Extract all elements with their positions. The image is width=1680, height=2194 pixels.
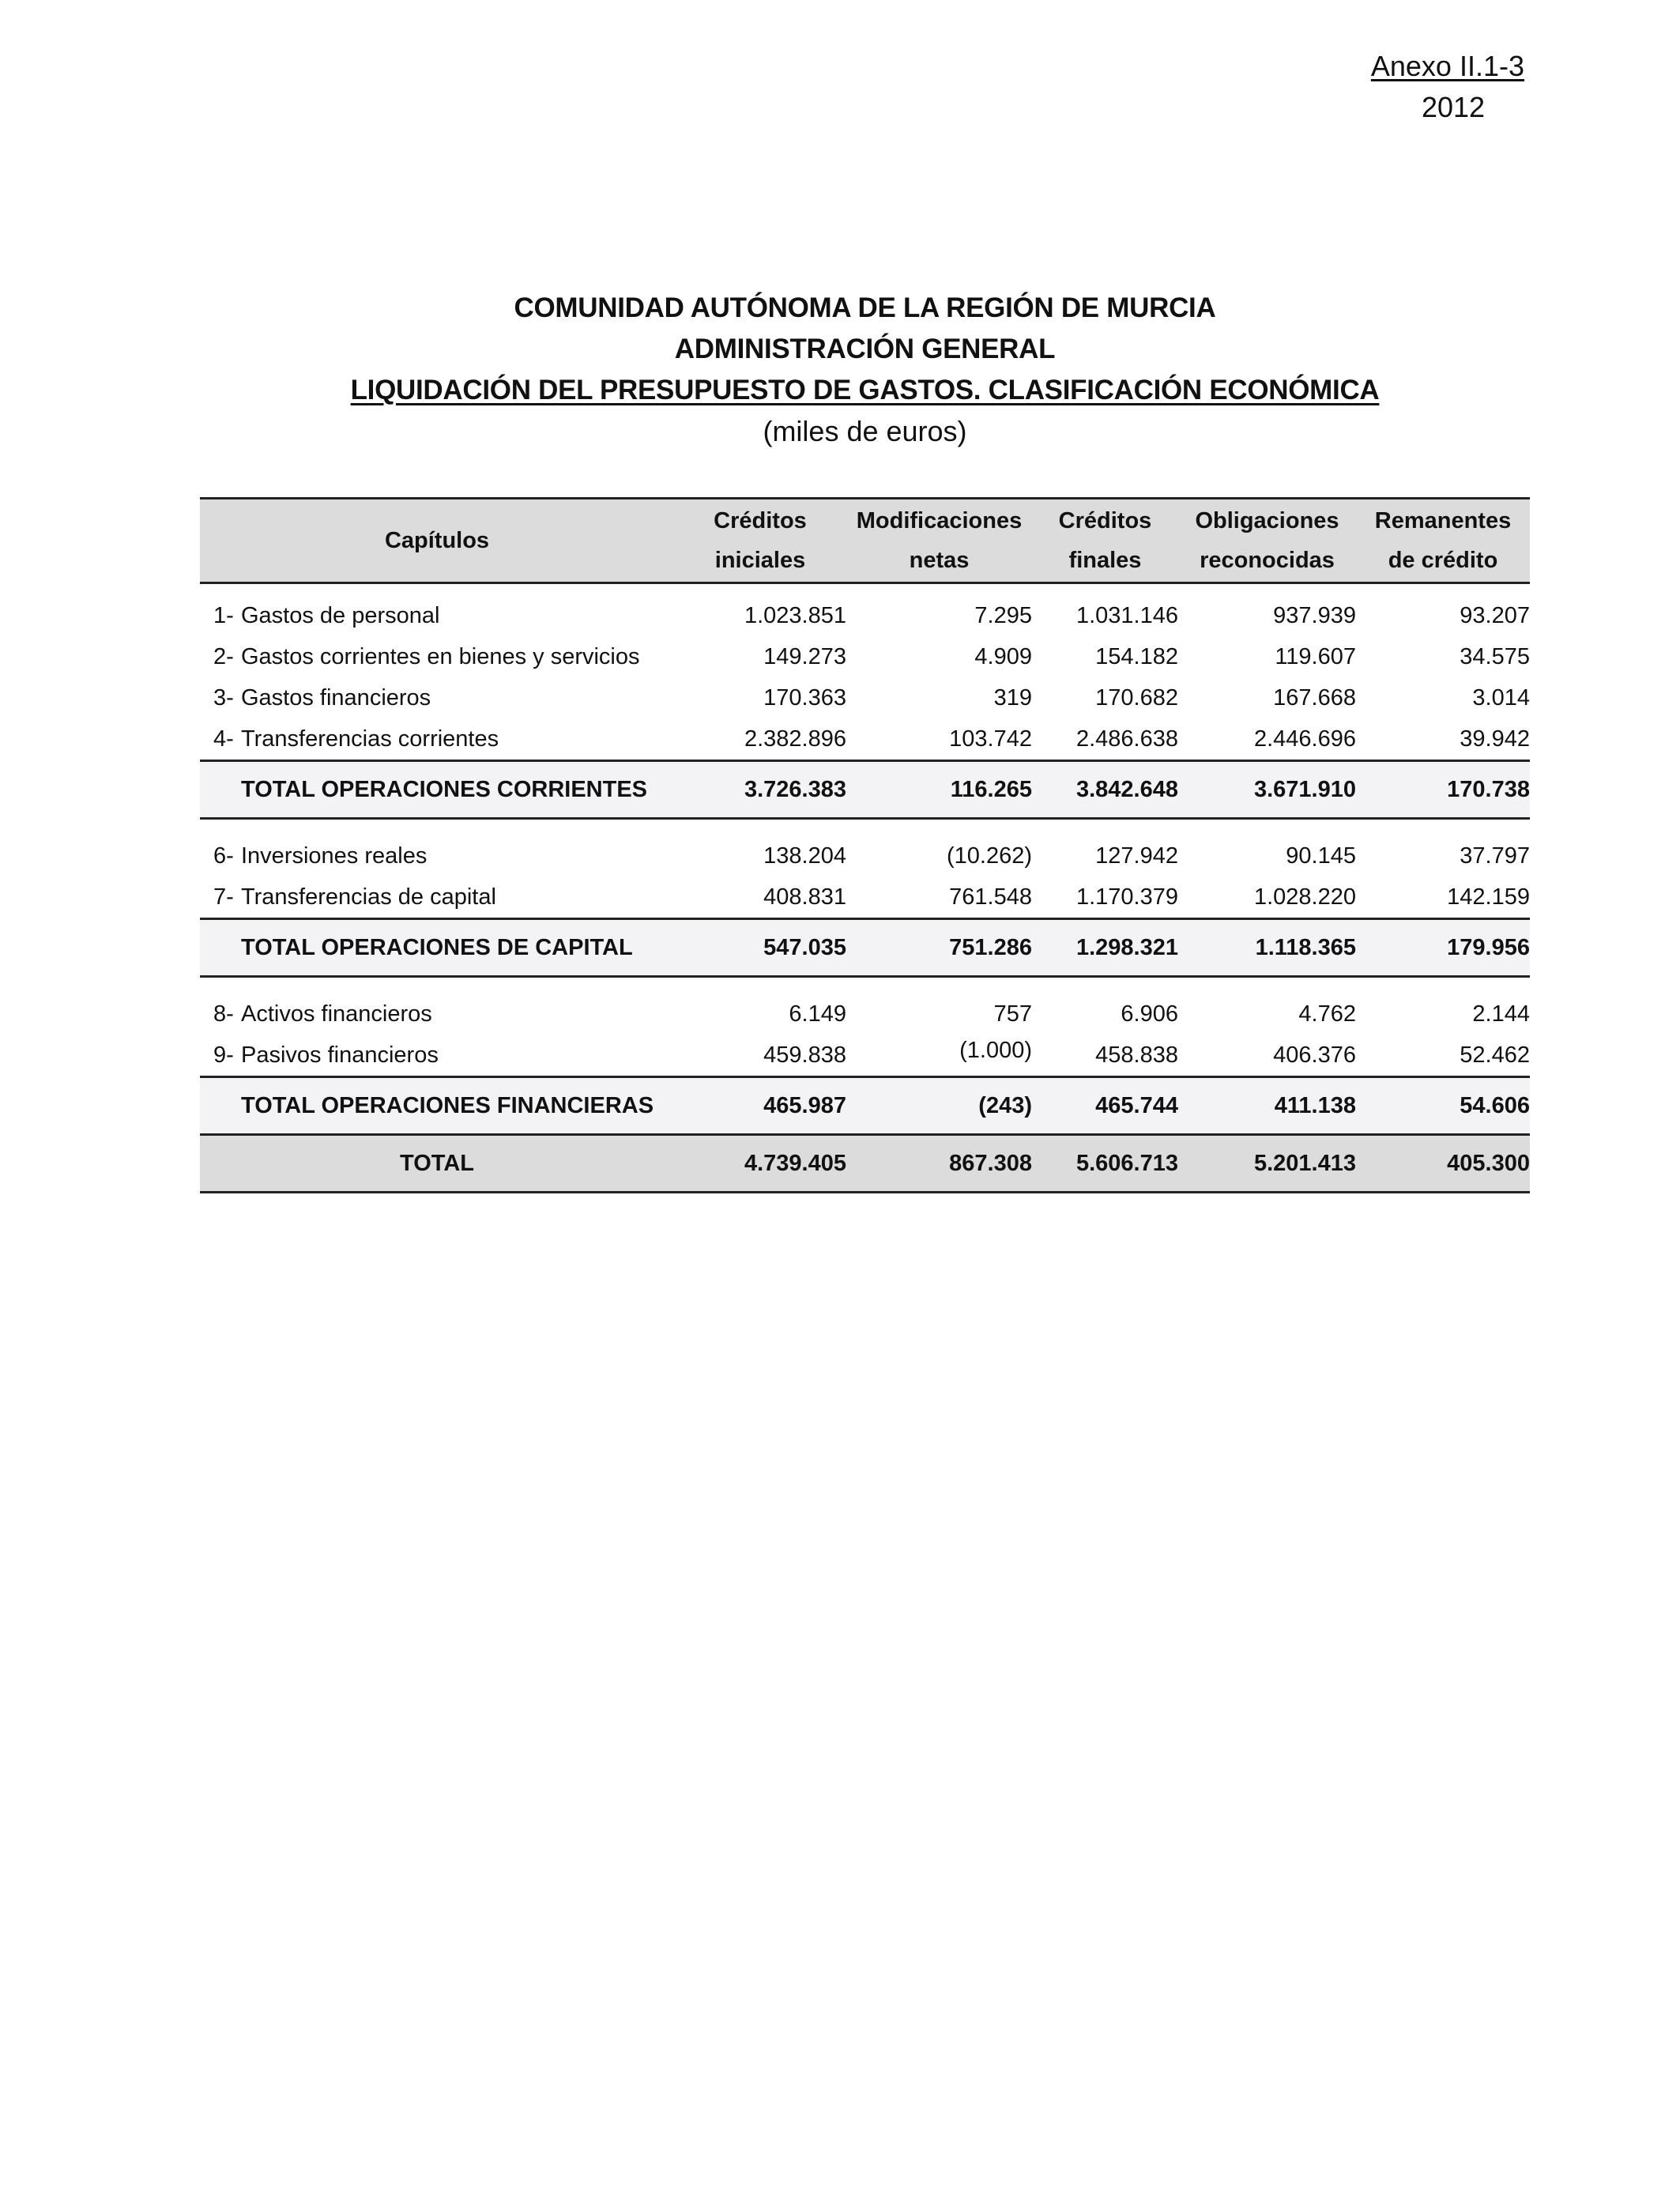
cell-obligaciones: 411.138 <box>1178 1077 1356 1135</box>
subtotal-row-financieras <box>200 1077 1530 1135</box>
subtotal-row-corrientes <box>200 761 1530 819</box>
annex-year: 2012 <box>1421 91 1486 123</box>
cell-remanentes: 170.738 <box>1356 761 1530 819</box>
cell-modificaciones: 319 <box>993 684 1032 711</box>
title-line-3: LIQUIDACIÓN DEL PRESUPUESTO DE GASTOS. CLASIFICACIÓN ECONÓMICA <box>350 375 1380 405</box>
grand-total-row <box>200 1135 1530 1193</box>
table-row <box>200 636 1530 677</box>
header-line: Obligaciones <box>1195 508 1339 533</box>
table-row <box>200 876 1530 919</box>
document-titles <box>200 288 1530 452</box>
header-obligaciones-reconocidas <box>1178 499 1356 583</box>
header-line: Modificaciones <box>856 508 1023 533</box>
grand-total-label: TOTAL <box>200 1135 674 1193</box>
cell-creditos-finales: 6.906 <box>1121 1001 1178 1027</box>
chapter-number: 8- <box>213 1001 234 1027</box>
spacer-row <box>200 583 1530 596</box>
chapter-label: Gastos corrientes en bienes y servicios <box>241 643 640 669</box>
chapter-number: 2- <box>213 643 234 669</box>
subtotal-label: TOTAL OPERACIONES FINANCIERAS <box>200 1077 674 1135</box>
cell-remanentes: 142.159 <box>1447 884 1530 910</box>
cell-creditos-finales: 5.606.713 <box>1032 1135 1178 1193</box>
cell-creditos-iniciales: 138.204 <box>763 843 846 869</box>
chapter-label: Transferencias de capital <box>241 884 496 910</box>
header-remanentes-credito <box>1356 499 1530 583</box>
cell-remanentes: 93.207 <box>1460 602 1530 628</box>
cell-obligaciones: 167.668 <box>1273 684 1356 711</box>
cell-creditos-iniciales: 465.987 <box>674 1077 846 1135</box>
cell-remanentes: 34.575 <box>1460 643 1530 669</box>
table-row <box>200 835 1530 876</box>
header-line: Créditos <box>1058 508 1152 533</box>
header-line: Créditos <box>714 508 807 533</box>
units-note: (miles de euros) <box>763 415 967 447</box>
cell-modificaciones: (10.262) <box>946 843 1032 869</box>
spacer-row <box>200 977 1530 994</box>
subtotal-label: TOTAL OPERACIONES DE CAPITAL <box>200 919 674 977</box>
cell-modificaciones: 4.909 <box>974 643 1032 669</box>
cell-creditos-iniciales: 170.363 <box>763 684 846 711</box>
cell-creditos-iniciales: 3.726.383 <box>674 761 846 819</box>
cell-obligaciones: 119.607 <box>1275 643 1356 669</box>
cell-creditos-finales: 1.298.321 <box>1032 919 1178 977</box>
table-row <box>200 677 1530 718</box>
chapter-label: Transferencias corrientes <box>241 726 499 752</box>
cell-modificaciones: 867.308 <box>846 1135 1032 1193</box>
title-line-1: COMUNIDAD AUTÓNOMA DE LA REGIÓN DE MURCIA <box>514 292 1216 323</box>
cell-creditos-finales: 458.838 <box>1095 1042 1178 1068</box>
cell-creditos-finales: 2.486.638 <box>1075 726 1178 752</box>
cell-creditos-finales: 127.942 <box>1095 843 1178 869</box>
cell-modificaciones: 761.548 <box>949 884 1032 910</box>
cell-modificaciones: 757 <box>993 1001 1032 1027</box>
cell-modificaciones: 751.286 <box>846 919 1032 977</box>
chapter-label: Inversiones reales <box>241 843 428 869</box>
cell-creditos-iniciales: 6.149 <box>789 1001 846 1027</box>
header-capitulos: Capítulos <box>200 499 674 583</box>
annex-block <box>1350 46 1524 128</box>
cell-obligaciones: 937.939 <box>1273 602 1356 628</box>
cell-creditos-iniciales: 4.739.405 <box>674 1135 846 1193</box>
header-line: Remanentes <box>1374 508 1512 533</box>
cell-remanentes: 405.300 <box>1356 1135 1530 1193</box>
cell-remanentes: 52.462 <box>1460 1042 1530 1068</box>
cell-creditos-finales: 170.682 <box>1095 684 1178 711</box>
table-row <box>200 1035 1530 1077</box>
table-row <box>200 718 1530 761</box>
cell-obligaciones: 406.376 <box>1273 1042 1356 1068</box>
header-creditos-finales <box>1032 499 1178 583</box>
cell-creditos-finales: 465.744 <box>1032 1077 1178 1135</box>
cell-creditos-finales: 1.031.146 <box>1075 602 1178 628</box>
cell-obligaciones: 90.145 <box>1286 843 1356 869</box>
cell-obligaciones: 4.762 <box>1298 1001 1356 1027</box>
subtotal-row-capital <box>200 919 1530 977</box>
cell-creditos-iniciales: 547.035 <box>674 919 846 977</box>
header-line: netas <box>909 548 970 573</box>
subtotal-label: TOTAL OPERACIONES CORRIENTES <box>200 761 674 819</box>
cell-modificaciones: 103.742 <box>949 726 1032 752</box>
cell-creditos-iniciales: 459.838 <box>763 1042 846 1068</box>
chapter-label: Pasivos financieros <box>241 1042 439 1068</box>
cell-remanentes: 37.797 <box>1460 843 1530 869</box>
header-line: iniciales <box>714 548 806 573</box>
cell-obligaciones: 2.446.696 <box>1253 726 1356 752</box>
chapter-label: Activos financieros <box>241 1001 432 1027</box>
chapter-number: 7- <box>213 884 234 910</box>
title-line-2: ADMINISTRACIÓN GENERAL <box>674 334 1056 364</box>
cell-modificaciones: 7.295 <box>974 602 1032 628</box>
cell-obligaciones: 3.671.910 <box>1178 761 1356 819</box>
cell-creditos-finales: 154.182 <box>1095 643 1178 669</box>
chapter-number: 6- <box>213 843 234 869</box>
header-modificaciones-netas <box>846 499 1032 583</box>
table-row <box>200 595 1530 636</box>
chapter-number: 4- <box>213 726 234 752</box>
cell-creditos-iniciales: 149.273 <box>763 643 846 669</box>
cell-obligaciones: 1.118.365 <box>1178 919 1356 977</box>
spacer-row <box>200 819 1530 836</box>
cell-remanentes: 54.606 <box>1356 1077 1530 1135</box>
table-header-row <box>200 499 1530 583</box>
cell-modificaciones: 116.265 <box>846 761 1032 819</box>
chapter-label: Gastos financieros <box>241 684 431 711</box>
cell-creditos-finales: 1.170.379 <box>1075 884 1178 910</box>
cell-remanentes: 2.144 <box>1472 1001 1530 1027</box>
chapter-label: Gastos de personal <box>241 602 440 628</box>
cell-modificaciones: (1.000) <box>959 1037 1032 1063</box>
cell-modificaciones: (243) <box>846 1077 1032 1135</box>
cell-obligaciones: 5.201.413 <box>1178 1135 1356 1193</box>
cell-obligaciones: 1.028.220 <box>1253 884 1356 910</box>
header-line: finales <box>1068 548 1142 573</box>
chapter-number: 3- <box>213 684 234 711</box>
cell-creditos-iniciales: 1.023.851 <box>744 602 846 628</box>
header-line: de crédito <box>1388 548 1498 573</box>
cell-remanentes: 39.942 <box>1460 726 1530 752</box>
chapter-number: 1- <box>213 602 234 628</box>
cell-creditos-iniciales: 2.382.896 <box>744 726 846 752</box>
table-row <box>200 993 1530 1035</box>
annex-label: Anexo II.1-3 <box>1370 50 1524 82</box>
header-line: reconocidas <box>1200 548 1335 573</box>
cell-remanentes: 3.014 <box>1472 684 1530 711</box>
budget-table <box>200 497 1530 1193</box>
chapter-number: 9- <box>213 1042 234 1068</box>
cell-creditos-finales: 3.842.648 <box>1032 761 1178 819</box>
header-creditos-iniciales <box>674 499 846 583</box>
cell-remanentes: 179.956 <box>1356 919 1530 977</box>
cell-creditos-iniciales: 408.831 <box>763 884 846 910</box>
